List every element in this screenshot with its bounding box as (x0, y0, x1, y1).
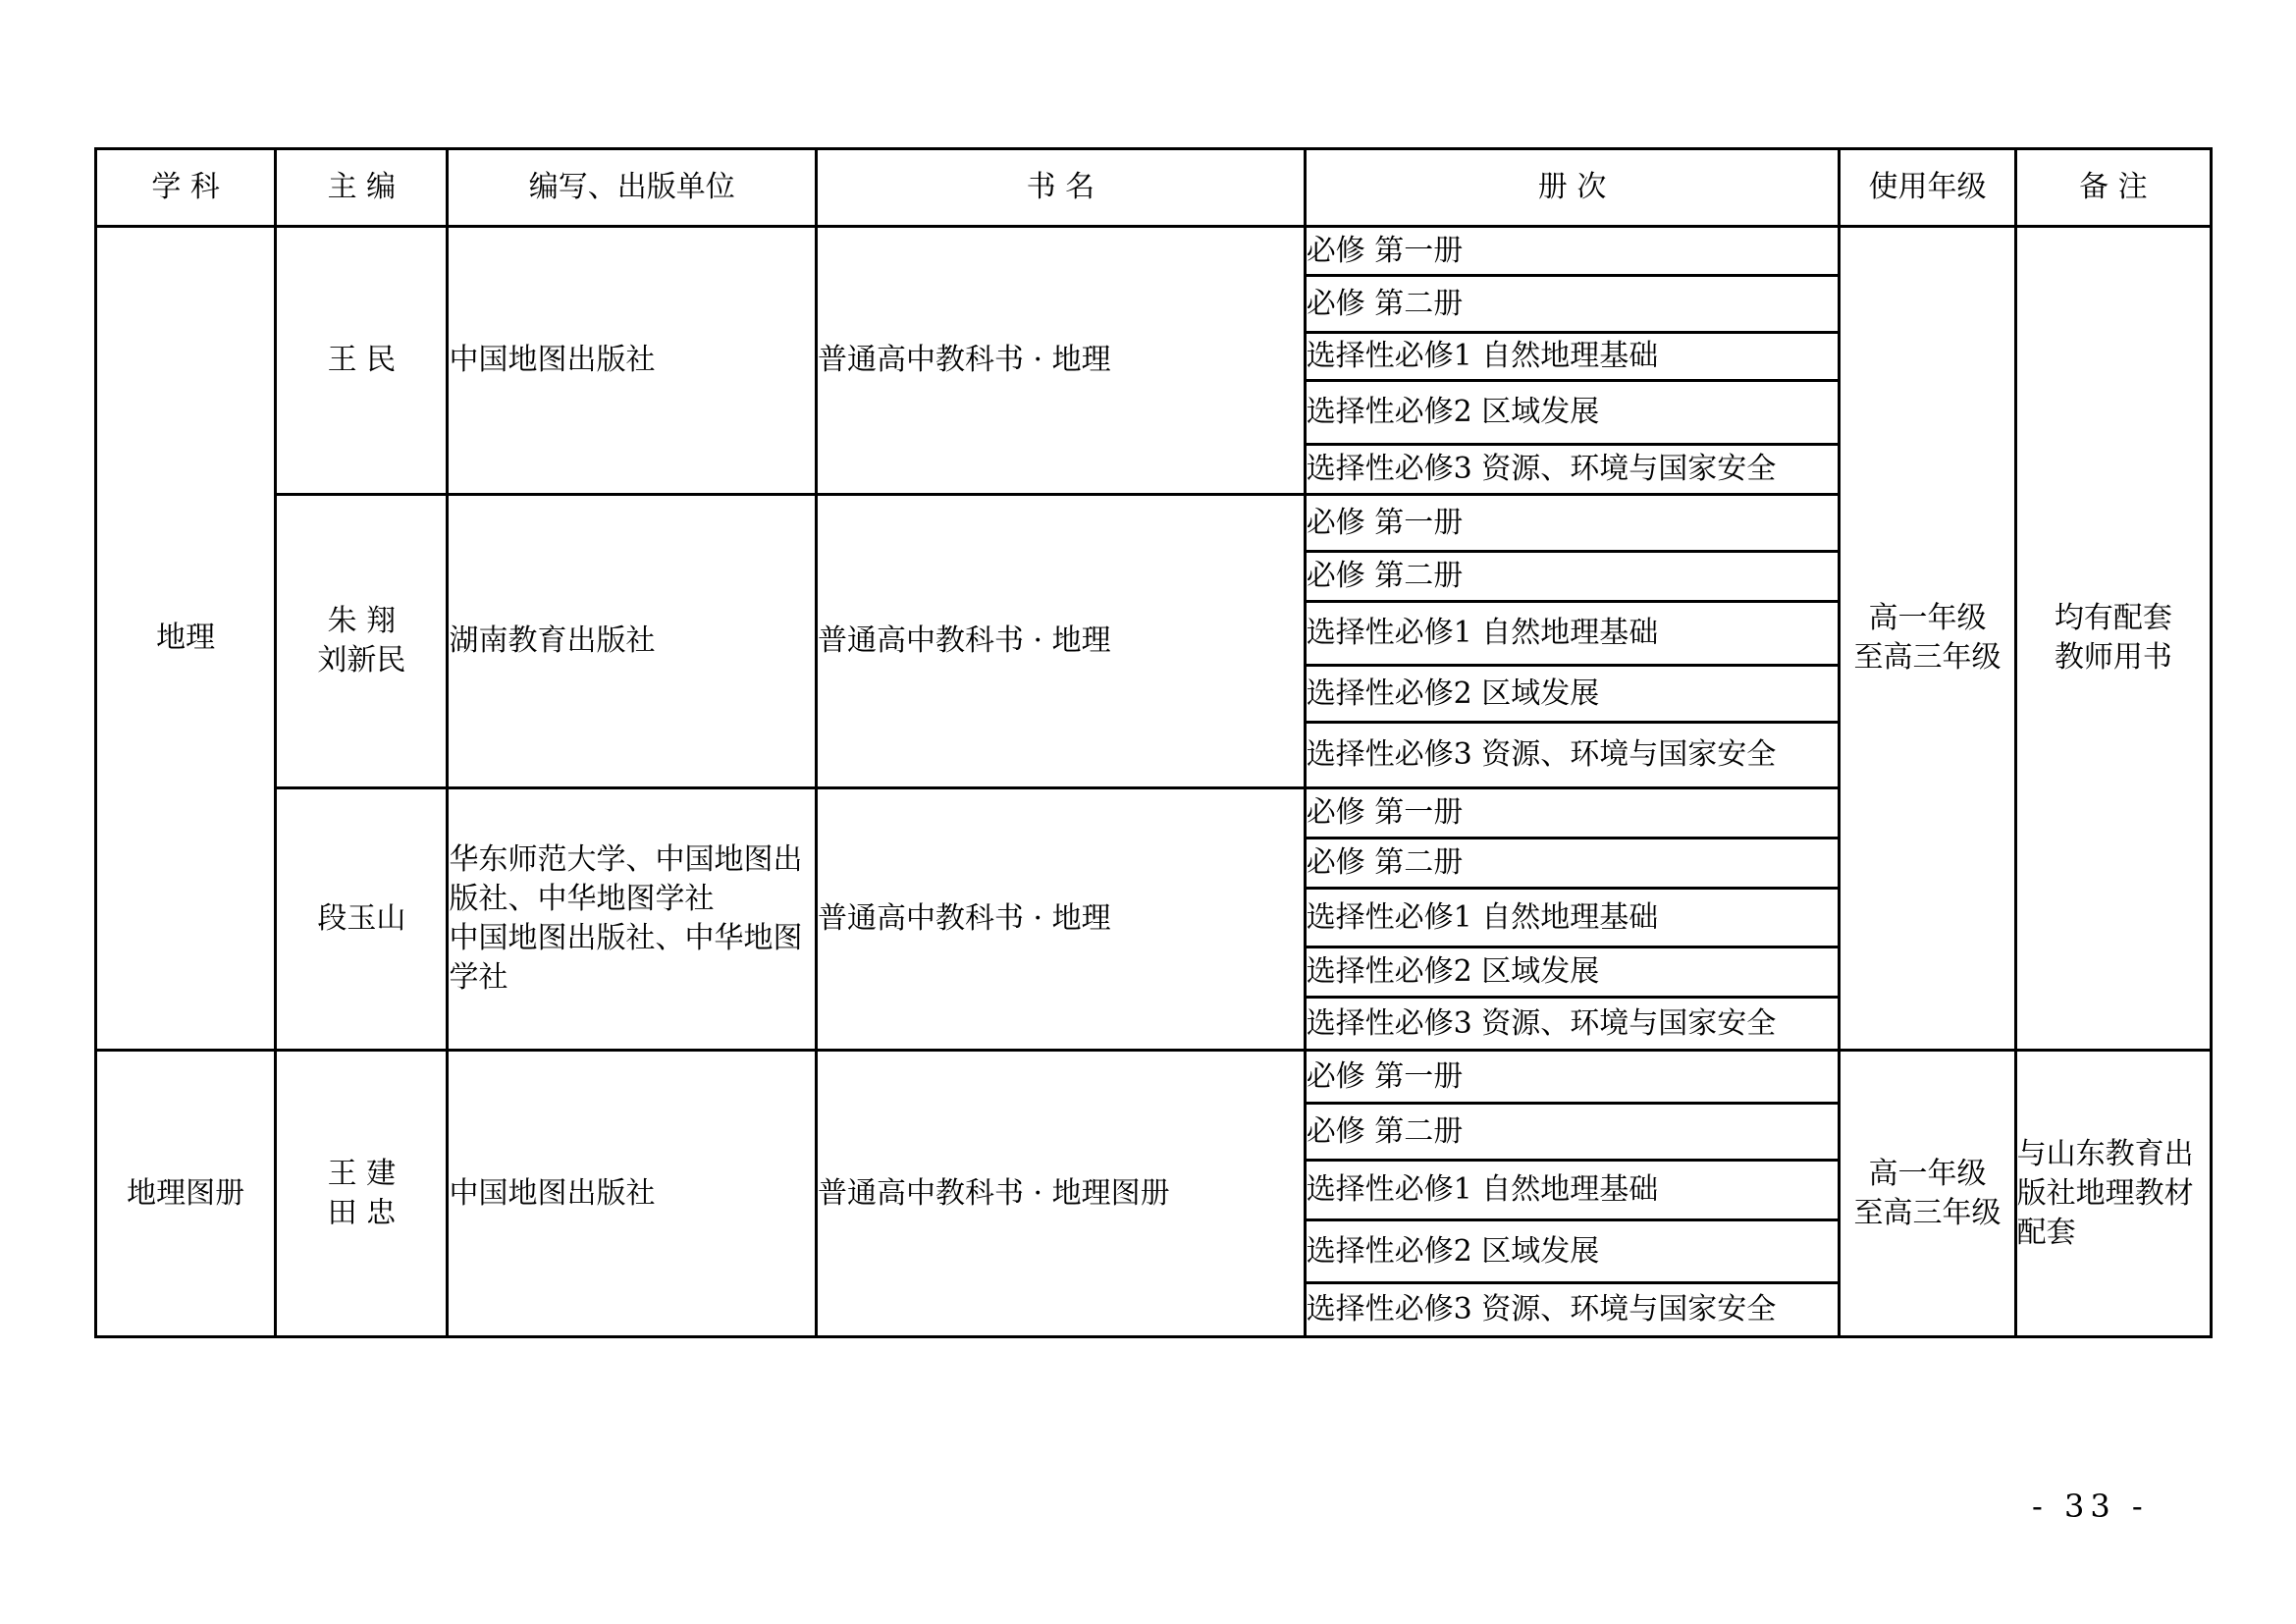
volume-cell: 必修 第一册 (1305, 227, 1840, 276)
grade-line: 至高三年级 (1853, 640, 2002, 675)
volume-cell: 选择性必修1 自然地理基础 (1305, 889, 1840, 947)
volume-cell: 必修 第一册 (1305, 1051, 1840, 1104)
book-name-cell: 普通高中教科书 · 地理 (817, 495, 1306, 788)
editor-line: 田 忠 (327, 1195, 397, 1230)
note-line: 教师用书 (2054, 640, 2172, 675)
note-line: 配套 (2016, 1215, 2076, 1250)
volume-cell: 选择性必修2 区域发展 (1305, 666, 1840, 723)
editor-cell (276, 1051, 448, 1337)
subject-cell: 地理图册 (96, 1051, 276, 1337)
publisher-line: 湖南教育出版社 (449, 623, 656, 658)
volume-cell: 选择性必修3 资源、环境与国家安全 (1305, 998, 1840, 1051)
publisher-cell (448, 495, 817, 788)
grade-line: 至高三年级 (1853, 1195, 2002, 1230)
publisher-cell (448, 788, 817, 1051)
note-line: 与山东教育出 (2016, 1136, 2194, 1171)
volume-cell: 选择性必修3 资源、环境与国家安全 (1305, 723, 1840, 788)
page-number: - 33 - (2032, 1488, 2149, 1525)
publisher-line: 中国地图出版社 (449, 343, 656, 377)
table-row (96, 1051, 2212, 1104)
book-name-cell: 普通高中教科书 · 地理 (817, 227, 1306, 495)
editor-line: 朱 翔 (327, 604, 397, 638)
grade-line: 高一年级 (1868, 1156, 1987, 1191)
publisher-line: 中国地图出版社 (449, 1175, 656, 1211)
note-cell (2015, 227, 2211, 1051)
volume-cell: 必修 第一册 (1305, 495, 1840, 552)
editor-cell (276, 495, 448, 788)
header-note: 备 注 (2015, 149, 2211, 227)
volume-cell: 选择性必修3 资源、环境与国家安全 (1305, 1283, 1840, 1337)
editor-cell (276, 788, 448, 1051)
header-row (96, 149, 2212, 227)
publisher-cell (448, 227, 817, 495)
note-line: 均有配套 (2054, 601, 2172, 635)
volume-cell: 选择性必修2 区域发展 (1305, 947, 1840, 998)
table-row (96, 227, 2212, 276)
editor-line: 王 建 (327, 1156, 397, 1191)
header-publisher: 编写、出版单位 (448, 149, 817, 227)
volume-cell: 选择性必修1 自然地理基础 (1305, 602, 1840, 666)
publisher-line: 学社 (449, 960, 508, 995)
volume-cell: 选择性必修2 区域发展 (1305, 1220, 1840, 1283)
header-editor: 主 编 (276, 149, 448, 227)
volume-cell: 选择性必修1 自然地理基础 (1305, 1161, 1840, 1220)
volume-cell: 选择性必修3 资源、环境与国家安全 (1305, 445, 1840, 495)
grade-cell (1840, 1051, 2015, 1337)
publisher-line: 版社、中华地图学社 (449, 882, 715, 916)
volume-cell: 必修 第二册 (1305, 552, 1840, 602)
book-name-cell: 普通高中教科书 · 地理图册 (817, 1051, 1306, 1337)
editor-line: 段玉山 (317, 901, 406, 936)
book-name-cell: 普通高中教科书 · 地理 (817, 788, 1306, 1051)
volume-cell: 必修 第二册 (1305, 1104, 1840, 1161)
note-cell (2015, 1051, 2211, 1337)
editor-line: 王 民 (327, 343, 397, 377)
volume-cell: 必修 第一册 (1305, 788, 1840, 839)
subject-cell: 地理 (96, 227, 276, 1051)
textbook-table (94, 147, 2213, 1338)
editor-line: 刘新民 (317, 643, 406, 677)
grade-cell (1840, 227, 2015, 1051)
header-subject: 学 科 (96, 149, 276, 227)
note-line: 版社地理教材 (2016, 1175, 2194, 1211)
publisher-line: 华东师范大学、中国地图出 (449, 842, 803, 877)
volume-cell: 必修 第二册 (1305, 276, 1840, 333)
publisher-cell (448, 1051, 817, 1337)
volume-cell: 必修 第二册 (1305, 839, 1840, 889)
header-book-name: 书 名 (817, 149, 1306, 227)
grade-line: 高一年级 (1868, 601, 1987, 635)
volume-cell: 选择性必修2 区域发展 (1305, 381, 1840, 445)
header-volume: 册 次 (1305, 149, 1840, 227)
editor-cell (276, 227, 448, 495)
header-grade: 使用年级 (1840, 149, 2015, 227)
publisher-line: 中国地图出版社、中华地图 (449, 921, 803, 955)
volume-cell: 选择性必修1 自然地理基础 (1305, 333, 1840, 381)
